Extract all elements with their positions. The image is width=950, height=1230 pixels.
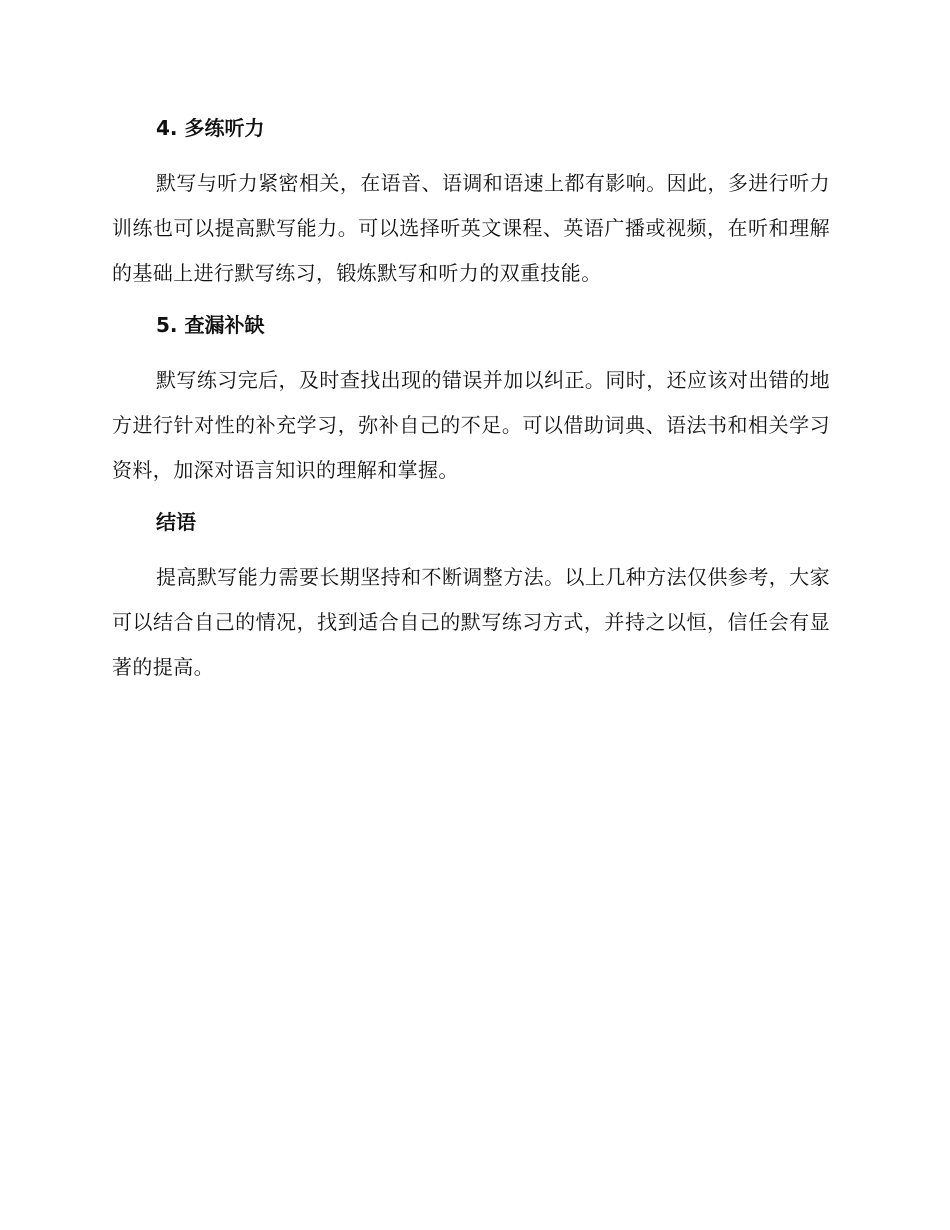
section-heading-review: 5. 查漏补缺: [156, 313, 265, 337]
section-paragraph-conclusion: 提高默写能力需要长期坚持和不断调整方法。以上几种方法仅供参考，大家可以结合自己的情况，找到适合自己的默写练习方式，并持之以恒，信任会有显著的提高。: [112, 565, 830, 679]
section-heading-conclusion: 结语: [156, 510, 196, 534]
section-paragraph-review: 默写练习完后，及时查找出现的错误并加以纠正。同时，还应该对出错的地方进行针对性的补充学习，弥补自己的不足。可以借助词典、语法书和相关学习资料，加深对语言知识的理解和掌握。: [112, 368, 830, 482]
section-paragraph-listening: 默写与听力紧密相关，在语音、语调和语速上都有影响。因此，多进行听力训练也可以提高默写能力。可以选择听英文课程、英语广播或视频，在听和理解的基础上进行默写练习，锻炼默写和听力的双重技能。: [112, 171, 830, 285]
document-content: [112, 112, 830, 703]
section-heading-listening: 4. 多练听力: [156, 116, 265, 140]
